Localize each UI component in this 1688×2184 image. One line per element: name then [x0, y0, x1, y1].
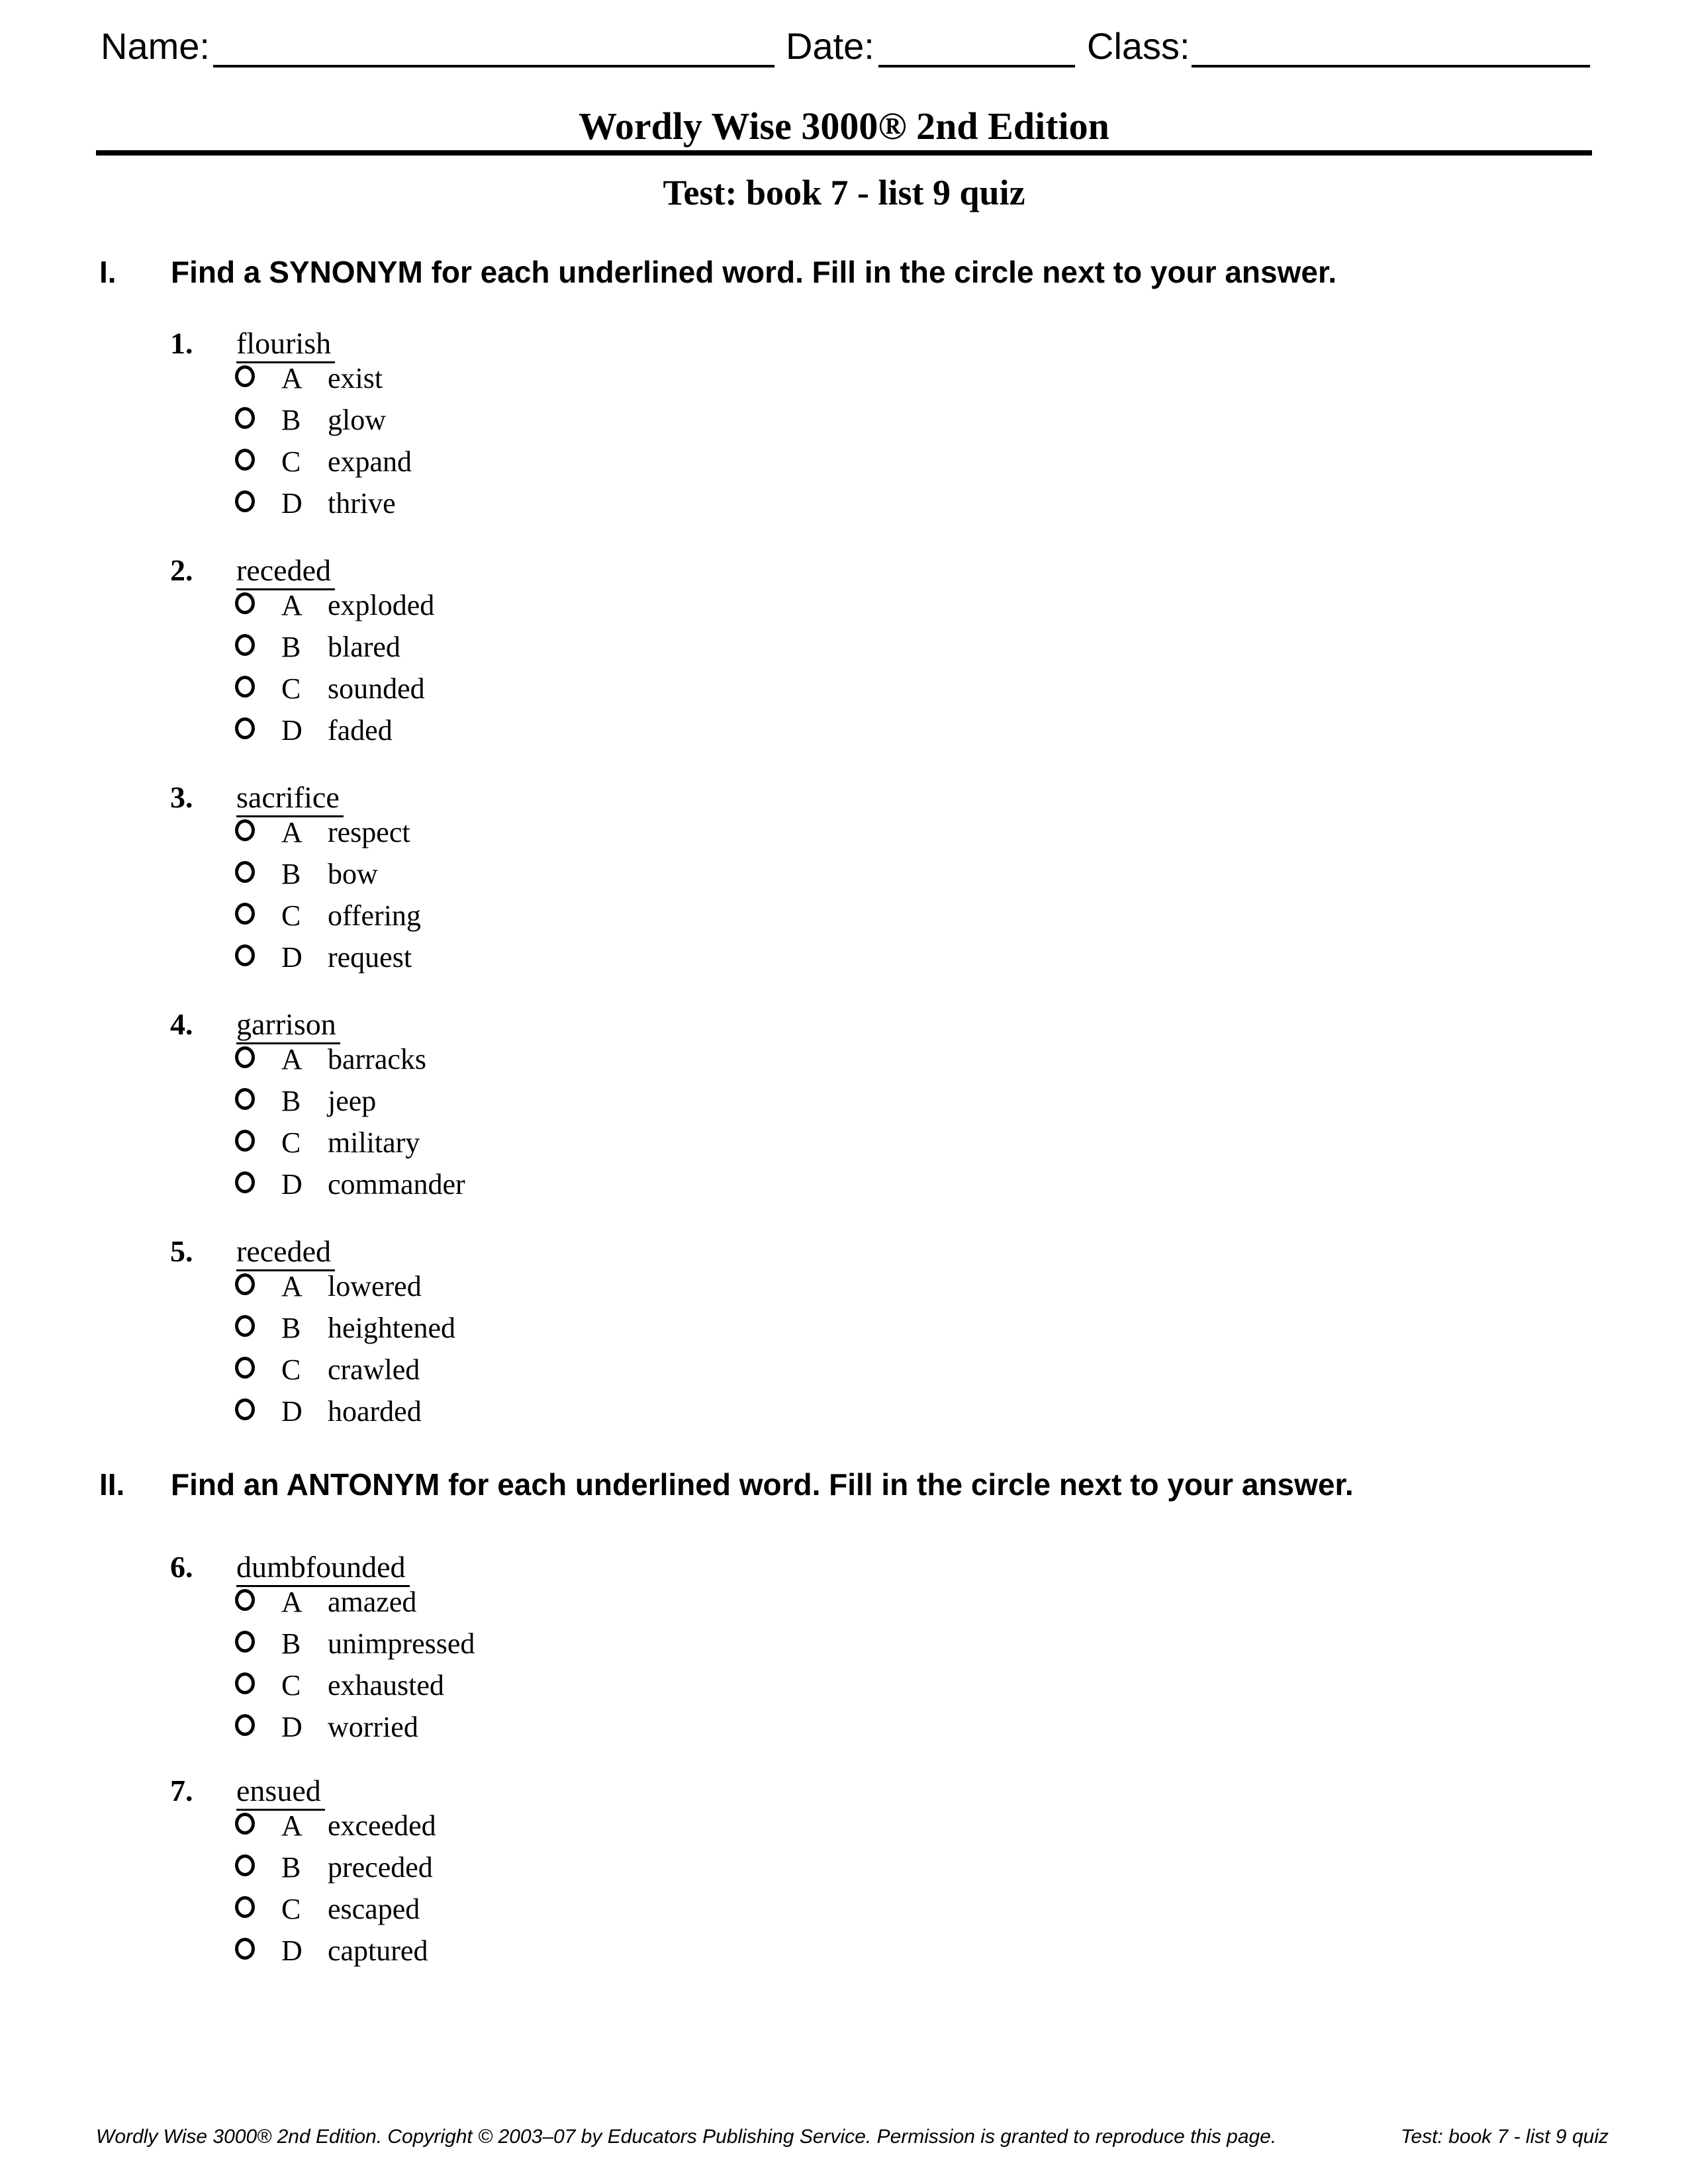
answer-choice[interactable]: [235, 487, 396, 520]
choice-text: exhausted: [328, 1669, 444, 1702]
question-word: garrison: [236, 1009, 340, 1044]
answer-bubble-icon[interactable]: [235, 1088, 255, 1110]
answer-bubble-icon[interactable]: [235, 1672, 255, 1694]
choice-text: lowered: [328, 1270, 422, 1302]
choice-letter: D: [281, 1711, 303, 1743]
answer-choice[interactable]: [235, 1851, 433, 1884]
choice-letter: C: [281, 1893, 301, 1925]
answer-bubble-icon[interactable]: [235, 634, 255, 656]
choice-letter: A: [281, 589, 303, 621]
question-number: 2.: [170, 553, 193, 587]
choice-text: sounded: [328, 672, 425, 705]
page-footer: [96, 2126, 1609, 2148]
choice-letter: B: [281, 1851, 301, 1884]
choice-text: amazed: [328, 1586, 417, 1618]
answer-bubble-icon[interactable]: [235, 819, 255, 841]
choice-text: offering: [328, 899, 421, 932]
answer-bubble-icon[interactable]: [235, 861, 255, 883]
choice-text: escaped: [328, 1893, 420, 1925]
answer-choice[interactable]: [235, 1893, 420, 1925]
choice-letter: B: [281, 404, 301, 436]
choice-text: exist: [328, 362, 383, 394]
answer-bubble-icon[interactable]: [235, 1046, 255, 1068]
choice-letter: A: [281, 1586, 303, 1618]
choice-letter: A: [281, 1809, 303, 1842]
answer-bubble-icon[interactable]: [235, 592, 255, 614]
answer-bubble-icon[interactable]: [235, 676, 255, 698]
answer-choice[interactable]: [235, 362, 383, 394]
class-field[interactable]: [1192, 65, 1590, 68]
answer-choice[interactable]: [235, 816, 410, 848]
choice-text: thrive: [328, 487, 396, 520]
choice-letter: D: [281, 1168, 303, 1201]
answer-bubble-icon[interactable]: [235, 944, 255, 966]
answer-choice[interactable]: [235, 1809, 436, 1842]
choice-text: bow: [328, 858, 378, 890]
choice-letter: A: [281, 1043, 303, 1075]
answer-choice[interactable]: [235, 1934, 428, 1967]
title-divider: [96, 150, 1592, 156]
answer-choice[interactable]: [235, 1270, 422, 1302]
date-label: Date:: [786, 25, 874, 67]
name-field[interactable]: [213, 65, 774, 68]
answer-bubble-icon[interactable]: [235, 1631, 255, 1653]
answer-bubble-icon[interactable]: [235, 1854, 255, 1876]
answer-bubble-icon[interactable]: [235, 490, 255, 512]
answer-bubble-icon[interactable]: [235, 1357, 255, 1379]
choice-letter: D: [281, 487, 303, 520]
section-instruction: Find an ANTONYM for each underlined word. Fill in the circle next to your answer.: [171, 1467, 1354, 1502]
choice-letter: C: [281, 899, 301, 932]
answer-choice[interactable]: [235, 1353, 420, 1386]
date-field[interactable]: [878, 65, 1075, 68]
answer-choice[interactable]: [235, 1669, 444, 1702]
choice-letter: C: [281, 1126, 301, 1159]
answer-choice[interactable]: [235, 1711, 418, 1743]
answer-bubble-icon[interactable]: [235, 1273, 255, 1295]
answer-bubble-icon[interactable]: [235, 1813, 255, 1835]
choice-text: faded: [328, 714, 393, 747]
footer-doc-title: Test: book 7 - list 9 quiz: [1400, 2126, 1609, 2148]
choice-text: crawled: [328, 1353, 420, 1386]
question-number: 4.: [170, 1007, 193, 1041]
answer-choice[interactable]: [235, 714, 393, 747]
question-word: flourish: [236, 328, 335, 363]
choice-letter: C: [281, 445, 301, 478]
choice-letter: B: [281, 1627, 301, 1660]
answer-choice[interactable]: [235, 589, 435, 621]
question-number: 6.: [170, 1550, 193, 1584]
answer-choice[interactable]: [235, 1312, 456, 1344]
choice-text: worried: [328, 1711, 418, 1743]
class-label: Class:: [1087, 25, 1190, 67]
choice-text: captured: [328, 1934, 428, 1967]
answer-bubble-icon[interactable]: [235, 365, 255, 387]
answer-choice[interactable]: [235, 1627, 475, 1660]
choice-text: preceded: [328, 1851, 433, 1884]
answer-choice[interactable]: [235, 631, 400, 663]
choice-letter: C: [281, 672, 301, 705]
choice-letter: D: [281, 941, 303, 974]
answer-bubble-icon[interactable]: [235, 449, 255, 471]
question-number: 3.: [170, 780, 193, 814]
answer-bubble-icon[interactable]: [235, 1589, 255, 1611]
choice-text: barracks: [328, 1043, 427, 1075]
answer-choice[interactable]: [235, 1168, 465, 1201]
answer-choice[interactable]: [235, 445, 412, 478]
name-label: Name:: [101, 25, 210, 67]
choice-text: request: [328, 941, 412, 974]
choice-text: exceeded: [328, 1809, 436, 1842]
question-number: 1.: [170, 326, 193, 360]
choice-text: commander: [328, 1168, 465, 1201]
choice-letter: D: [281, 1395, 303, 1428]
choice-letter: A: [281, 362, 303, 394]
question-word: dumbfounded: [236, 1552, 410, 1587]
answer-choice[interactable]: [235, 672, 425, 705]
footer-copyright: Wordly Wise 3000® 2nd Edition. Copyright © 2003–07 by Educators Publishing Service. Permission is granted to reproduce this page.: [96, 2126, 1277, 2148]
section-numeral: I.: [99, 255, 117, 289]
choice-letter: D: [281, 714, 303, 747]
answer-choice[interactable]: [235, 1586, 417, 1618]
question-word: receded: [236, 555, 335, 590]
choice-text: blared: [328, 631, 400, 663]
choice-text: jeep: [328, 1085, 377, 1117]
question-number: 5.: [170, 1234, 193, 1268]
choice-letter: B: [281, 631, 301, 663]
choice-letter: D: [281, 1934, 303, 1967]
answer-choice[interactable]: [235, 1043, 427, 1075]
choice-letter: B: [281, 1085, 301, 1117]
answer-bubble-icon[interactable]: [235, 1398, 255, 1420]
choice-text: exploded: [328, 589, 435, 621]
answer-bubble-icon[interactable]: [235, 1130, 255, 1152]
section-numeral: II.: [99, 1467, 125, 1502]
choice-text: unimpressed: [328, 1627, 475, 1660]
answer-choice[interactable]: [235, 858, 378, 890]
answer-choice[interactable]: [235, 1126, 420, 1159]
choice-text: heightened: [328, 1312, 456, 1344]
answer-bubble-icon[interactable]: [235, 407, 255, 429]
answer-choice[interactable]: [235, 1085, 377, 1117]
choice-text: hoarded: [328, 1395, 422, 1428]
page-title: Wordly Wise 3000® 2nd Edition: [579, 105, 1109, 148]
choice-letter: A: [281, 816, 303, 848]
question-word: sacrifice: [236, 782, 344, 817]
page-subtitle: Test: book 7 - list 9 quiz: [663, 173, 1025, 212]
choice-text: respect: [328, 816, 410, 848]
answer-bubble-icon[interactable]: [235, 717, 255, 739]
question-word: receded: [236, 1236, 335, 1271]
choice-text: expand: [328, 445, 412, 478]
choice-letter: B: [281, 858, 301, 890]
answer-choice[interactable]: [235, 1395, 422, 1428]
choice-letter: B: [281, 1312, 301, 1344]
choice-text: military: [328, 1126, 420, 1159]
answer-bubble-icon[interactable]: [235, 1315, 255, 1337]
choice-letter: C: [281, 1669, 301, 1702]
answer-bubble-icon[interactable]: [235, 1171, 255, 1193]
choice-text: glow: [328, 404, 386, 436]
question-word: ensued: [236, 1776, 325, 1811]
question-number: 7.: [170, 1774, 193, 1807]
answer-choice[interactable]: [235, 899, 421, 932]
answer-choice[interactable]: [235, 941, 412, 974]
choice-letter: A: [281, 1270, 303, 1302]
answer-bubble-icon[interactable]: [235, 1938, 255, 1960]
answer-bubble-icon[interactable]: [235, 1896, 255, 1918]
answer-choice[interactable]: [235, 404, 386, 436]
answer-bubble-icon[interactable]: [235, 1714, 255, 1736]
section-instruction: Find a SYNONYM for each underlined word. Fill in the circle next to your answer.: [171, 255, 1337, 289]
choice-letter: C: [281, 1353, 301, 1386]
answer-bubble-icon[interactable]: [235, 903, 255, 925]
